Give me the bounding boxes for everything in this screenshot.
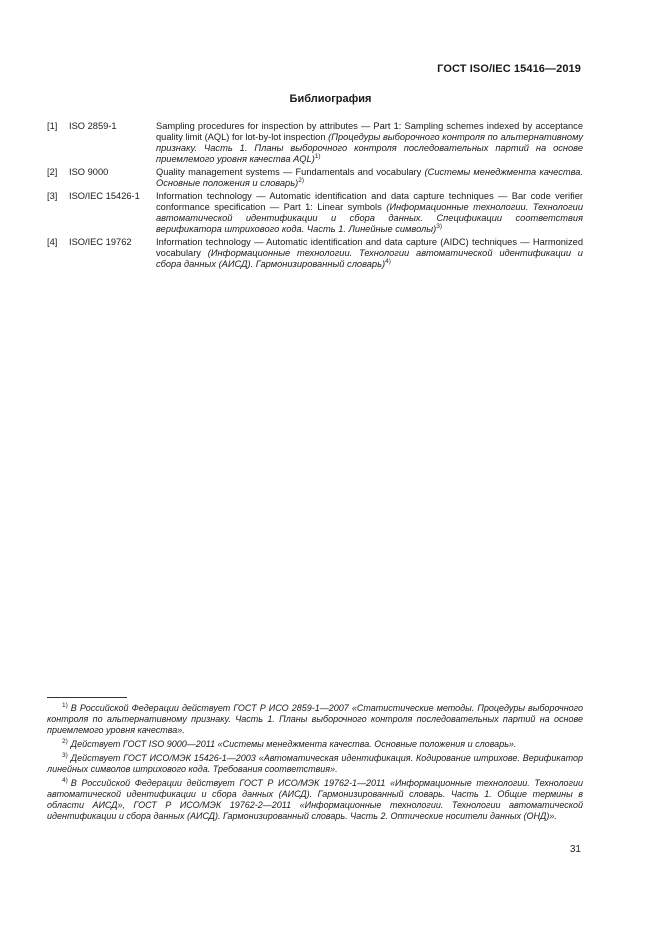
- footnote-text: Действует ГОСТ ИСО/МЭК 15426-1—2003 «Автоматическая идентификация. Кодирование штрихове. Верификатор линейных символов штрихового кода. Требования соответствия».: [47, 753, 583, 774]
- footnote-ref: 2): [298, 176, 304, 184]
- footnote-mark: 3): [62, 752, 68, 759]
- bibliography-entry: [47, 237, 583, 270]
- entry-title-ru: (Процедуры выборочного контроля по альтернативному признаку. Часть 1. Планы выборочного контроля последовательных партий на основе приемлемого уровня качества AQL): [156, 132, 583, 164]
- entry-title-en: Quality management systems — Fundamentals and vocabulary: [156, 167, 422, 177]
- footnote-ref: 4): [385, 257, 391, 265]
- entry-title-ru: (Системы менеджмента качества. Основные положения и словарь): [156, 167, 583, 188]
- footnote-ref: 1): [314, 152, 321, 160]
- bibliography-list: [47, 121, 583, 272]
- entry-title-en: Information technology — Automatic identification and data capture (AIDC) techniques — Harmonized vocabulary: [156, 237, 583, 258]
- entry-standard-code: ISO/IEC 19762: [69, 237, 132, 247]
- footnote-mark: 1): [62, 702, 68, 709]
- entry-text: [156, 167, 583, 189]
- entry-title-ru: (Информационные технологии. Технологии автоматической идентификации и сбора данных (АИСД). Гармонизированный словарь): [156, 248, 583, 269]
- footnote: [47, 703, 583, 736]
- entry-number: [2]: [47, 167, 58, 177]
- footnote: [47, 753, 583, 775]
- entry-title-ru: (Информационные технологии. Технологии автоматической идентификации и сбора данных. Спецификации соответствия верификатора штрихового кода. Часть 1. Линейные символы): [156, 202, 583, 234]
- footnotes: [47, 703, 583, 825]
- footnote-text: Действует ГОСТ ISO 9000—2011 «Системы менеджмента качества. Основные положения и словарь».: [70, 739, 517, 749]
- footnote-divider: [47, 697, 127, 698]
- entry-text: [156, 237, 583, 270]
- entry-standard-code: ISO 9000: [69, 167, 109, 177]
- entry-number: [4]: [47, 237, 58, 247]
- footnote: [47, 739, 583, 750]
- entry-standard-code: ISO 2859-1: [69, 121, 117, 131]
- section-title: Библиография: [289, 93, 372, 105]
- footnote-text: В Российской Федерации действует ГОСТ Р ИСО/МЭК 19762-1—2011 «Информационные технологии. Технологии автоматической идентификации и сбора данных (АИСД). Гармонизированный словарь. Часть 1. Общие термины в области АИСД», ГОСТ Р ИСО/МЭК 19762-2—2011 «Информационные технологии. Технологии автоматической идентификации и сбора данных (АИСД). Гармонизированный словарь. Часть 2. Оптические носители данных (ОНД)».: [47, 778, 583, 821]
- entry-number: [3]: [47, 191, 58, 201]
- footnote: [47, 778, 583, 822]
- footnote-text: В Российской Федерации действует ГОСТ Р ИСО 2859-1—2007 «Статистические методы. Процедуры выборочного контроля по альтернативному признаку. Часть 1. Планы выборочного контроля последовательных партий на основе приемлемого уровня качества».: [47, 703, 583, 735]
- entry-title-en: Information technology — Automatic identification and data capture techniques — Bar code verifier conformance specification — Part 1: Linear symbols: [156, 191, 583, 212]
- footnote-mark: 2): [62, 738, 68, 745]
- document-header: ГОСТ ISO/IEC 15416—2019: [437, 63, 581, 75]
- entry-title-en: Sampling procedures for inspection by attributes — Part 1: Sampling schemes indexed by acceptance quality limit (AQL) for lot-by-lot inspection: [156, 121, 583, 142]
- page-number: 31: [569, 844, 581, 855]
- bibliography-entry: [47, 167, 583, 189]
- bibliography-entry: [47, 121, 583, 165]
- entry-standard-code: ISO/IEC 15426-1: [69, 191, 140, 201]
- entry-text: [156, 191, 583, 235]
- entry-text: [156, 121, 583, 165]
- footnote-mark: 4): [62, 777, 68, 784]
- footnote-ref: 3): [436, 222, 443, 230]
- bibliography-entry: [47, 191, 583, 235]
- entry-number: [1]: [47, 121, 58, 131]
